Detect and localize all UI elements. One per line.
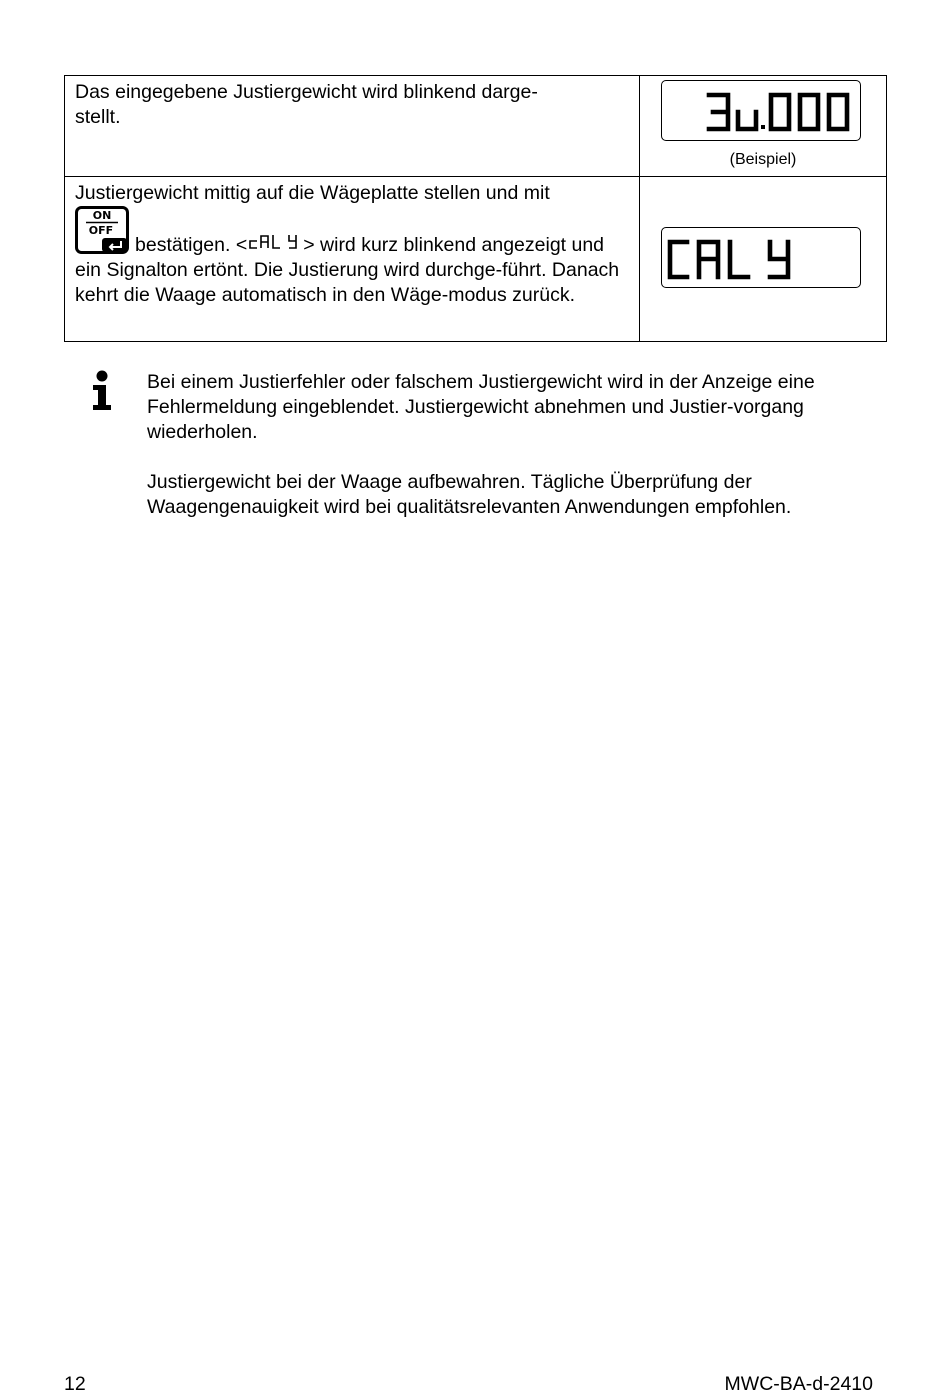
lcd-display-example <box>661 80 861 141</box>
page-number: 12 <box>64 1373 86 1395</box>
inline-lcd-cal-y <box>247 234 303 252</box>
step-text-before-key: Justiergewicht mittig auf die Wägeplatte stellen und mit <box>75 182 550 204</box>
step-illustration <box>640 177 887 342</box>
on-off-enter-key-icon <box>75 206 129 254</box>
step-illustration <box>640 76 887 177</box>
info-icon <box>90 370 114 410</box>
step-row-blinking-weight <box>65 76 887 177</box>
key-label-off: OFF <box>88 224 114 237</box>
step-description <box>65 76 640 177</box>
lcd-readout <box>662 81 862 142</box>
info-paragraph: Justiergewicht bei der Waage aufbewahren. Tägliche Überprüfung der Waagengenauigkeit wird bei qualitätsrelevanten Anwendungen empfohlen. <box>147 471 792 518</box>
lcd-display-cal-y <box>661 227 861 288</box>
inline-lcd-text: cAL y <box>247 234 250 235</box>
step-text-after-key: bestätigen. < <box>135 234 248 256</box>
key-label-on: ON <box>92 209 112 222</box>
info-note <box>147 370 877 545</box>
example-caption: (Beispiel) <box>729 151 797 168</box>
calibration-steps-table <box>64 75 887 342</box>
step-text-after-display: > wird kurz blinkend angezeigt und ein Signalton ertönt. Die Justierung wird durchge-führt. Danach kehrt die Waage automatisch in den Wäge-modus zurück. <box>75 234 620 306</box>
step-description <box>65 177 640 342</box>
step-row-place-weight <box>65 177 887 342</box>
lcd-readout-text: 30.000 <box>662 81 666 82</box>
lcd-readout <box>662 228 862 289</box>
lcd-readout-text: CAL y <box>662 228 665 229</box>
document-code: MWC-BA-d-2410 <box>724 1373 873 1395</box>
info-paragraph: Bei einem Justierfehler oder falschem Justiergewicht wird in der Anzeige eine Fehlermeldung eingeblendet. Justiergewicht abnehmen und Justier-vorgang wiederholen. <box>147 371 815 443</box>
step-text: Das eingegebene Justiergewicht wird blinkend darge- stellt. <box>75 81 538 128</box>
